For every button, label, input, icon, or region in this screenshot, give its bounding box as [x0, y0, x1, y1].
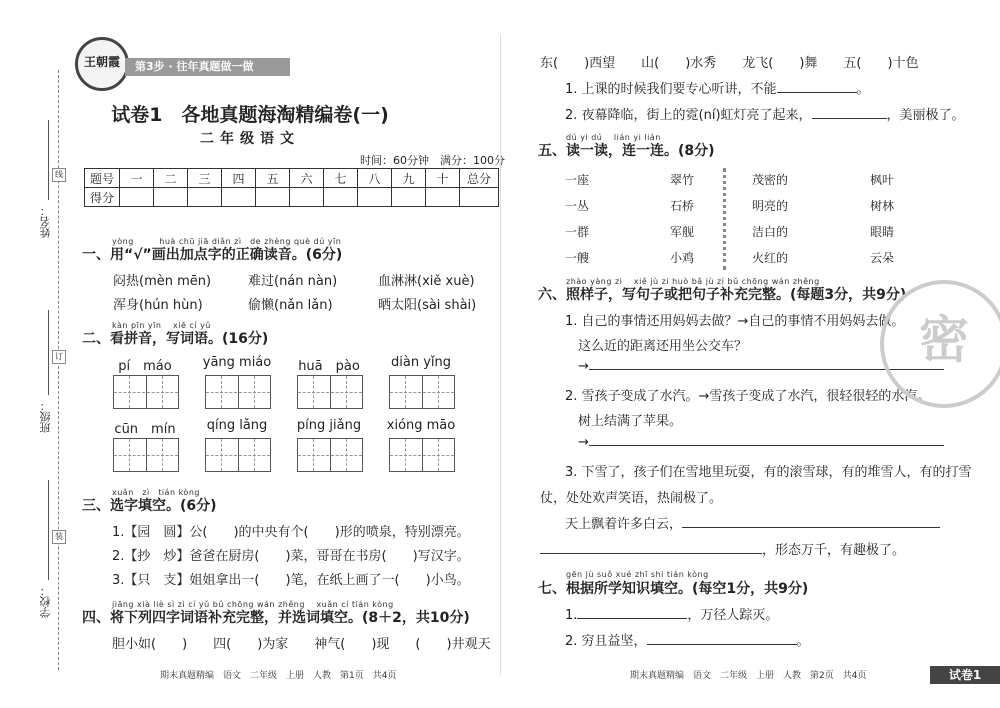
- q1-item[interactable]: 晒太阳(sài shài): [378, 298, 477, 313]
- match-item[interactable]: 洁白的: [752, 225, 789, 239]
- score-cell: 七: [324, 169, 358, 188]
- tian-grid[interactable]: [113, 438, 179, 472]
- class-label: 班级：: [39, 400, 52, 433]
- score-table-header-row: [85, 169, 499, 188]
- score-cell: 五: [256, 169, 290, 188]
- match-item[interactable]: 枫叶: [870, 173, 895, 187]
- score-blank[interactable]: [460, 188, 499, 207]
- q1-item[interactable]: 浑身(hún hùn): [113, 298, 203, 313]
- pinyin-prompt: xióng māo: [386, 418, 456, 433]
- q4-pinyin: jiāng xià liè sì zì cí yǔ bǔ chōng wán zhěng xuǎn cí tián kòng: [112, 600, 394, 609]
- q1-heading: 一、用“√”画出加点字的正确读音。(6分): [82, 247, 343, 263]
- match-item[interactable]: 火红的: [752, 251, 789, 265]
- binding-mark: 装: [52, 530, 66, 544]
- match-item[interactable]: 一群: [565, 225, 590, 239]
- name-label: 姓名：: [39, 205, 52, 238]
- score-cell: 九: [392, 169, 426, 188]
- score-cell: 得分: [85, 188, 120, 207]
- class-underline: [48, 310, 49, 395]
- tian-grid[interactable]: [389, 375, 455, 409]
- score-blank[interactable]: [426, 188, 460, 207]
- q4-sentence-2-text: 2. 夜幕降临，街上的霓(ní)虹灯亮了起来，: [565, 108, 812, 123]
- match-item[interactable]: 云朵: [870, 251, 895, 265]
- q4-sentence-2-end: ，美丽极了。: [886, 108, 965, 123]
- match-item[interactable]: 一座: [565, 173, 590, 187]
- q3-line[interactable]: 2.【抄 炒】爸爸在厨房( )菜，哥哥在书房( )写汉字。: [112, 549, 470, 564]
- match-column-3: [752, 167, 788, 271]
- arrow-icon: →: [578, 435, 589, 450]
- match-column-2: [670, 167, 694, 271]
- answer-blank[interactable]: [540, 541, 762, 554]
- q7-item-2-text: 2. 穷且益坚，: [565, 634, 647, 649]
- q3-line[interactable]: 3.【只 支】姐姐拿出一( )笔，在纸上画了一( )小鸟。: [112, 573, 470, 588]
- score-cell: 题号: [85, 169, 120, 188]
- tian-grid[interactable]: [297, 438, 363, 472]
- score-blank[interactable]: [324, 188, 358, 207]
- score-blank[interactable]: [154, 188, 188, 207]
- binding-mark: 订: [52, 350, 66, 364]
- q6-prompt-3-end: ，形态万千，有趣极了。: [762, 543, 906, 558]
- answer-blank[interactable]: [777, 80, 857, 93]
- match-item[interactable]: 石桥: [670, 199, 695, 213]
- q7-item-1[interactable]: [565, 604, 778, 623]
- score-cell: 三: [188, 169, 222, 188]
- q6-example-3-cont: 仗，处处欢声笑语，热闹极了。: [540, 491, 723, 506]
- pinyin-prompt: diàn yǐng: [391, 355, 451, 370]
- q6-heading: 六、照样子，写句子或把句子补充完整。(每题3分，共9分): [538, 287, 907, 303]
- pinyin-prompt: píng jiǎng: [296, 418, 362, 433]
- q6-pinyin: zhào yàng zi xiě jù zi huò bǎ jù zi bǔ chōng wán zhěng: [566, 277, 820, 286]
- score-blank[interactable]: [120, 188, 154, 207]
- q2-heading: 二、看拼音，写词语。(16分): [82, 331, 269, 347]
- score-cell: 四: [222, 169, 256, 188]
- score-table-score-row: [85, 188, 499, 207]
- time-score-info: 时间：60分钟 满分：100分: [360, 154, 505, 167]
- score-blank[interactable]: [222, 188, 256, 207]
- paper-title: 试卷1 各地真题海淘精编卷(一): [111, 104, 389, 126]
- score-cell: 八: [358, 169, 392, 188]
- answer-blank[interactable]: [647, 632, 797, 645]
- tian-grid[interactable]: [113, 375, 179, 409]
- q6-example-2: 2. 雪孩子变成了水汽。→雪孩子变成了水汽，很轻很轻的水汽。: [565, 389, 931, 404]
- brand-logo: 王朝霞: [75, 37, 129, 91]
- q7-item-1-text: ，万径人踪灭。: [687, 608, 779, 623]
- match-item[interactable]: 一艘: [565, 251, 590, 265]
- tian-grid[interactable]: [389, 438, 455, 472]
- q1-item[interactable]: 闷热(mèn mēn): [113, 274, 212, 289]
- q1-pinyin: yòng huà chū jiā diǎn zì de zhèng què dú yīn: [112, 237, 342, 246]
- match-item[interactable]: 茂密的: [752, 173, 789, 187]
- match-item[interactable]: 一丛: [565, 199, 590, 213]
- q6-example-3: 3. 下雪了，孩子们在雪地里玩耍，有的滚雪球，有的堆雪人，有的打雪: [565, 465, 972, 480]
- match-column-1: [565, 167, 589, 271]
- tian-grid[interactable]: [205, 375, 271, 409]
- q7-pinyin: gēn jù suǒ xué zhī shi tián kòng: [566, 570, 709, 579]
- q6-example-1: 1. 自己的事情还用妈妈去做？→自己的事情不用妈妈去做。: [565, 314, 905, 329]
- score-cell: 六: [290, 169, 324, 188]
- match-column-4: [870, 167, 894, 271]
- tian-grid[interactable]: [297, 375, 363, 409]
- q1-item[interactable]: 难过(nán nàn): [248, 274, 338, 289]
- cut-line: [58, 70, 59, 670]
- school-underline: [48, 480, 49, 580]
- q6-answer-2[interactable]: [578, 433, 944, 450]
- answer-blank[interactable]: [682, 515, 940, 528]
- answer-blank[interactable]: [577, 606, 687, 619]
- q7-item-2-end: 。: [796, 634, 810, 649]
- q4-heading: 四、将下列四字词语补充完整，并选词填空。(8＋2，共10分): [82, 610, 470, 626]
- q3-pinyin: xuǎn zì tián kòng: [112, 488, 200, 497]
- match-item[interactable]: 树林: [870, 199, 895, 213]
- score-blank[interactable]: [358, 188, 392, 207]
- footer-left: 期末真题精编 语文 二年级 上册 人教 第1页 共4页: [160, 671, 397, 681]
- school-label: 学校：: [39, 585, 52, 618]
- q6-prompt-3-text: 天上飘着许多白云，: [565, 517, 683, 532]
- score-blank[interactable]: [256, 188, 290, 207]
- q5-pinyin: dú yi dú lián yi lián: [566, 133, 661, 142]
- score-cell: 十: [426, 169, 460, 188]
- q3-line[interactable]: 1.【园 圆】公( )的中央有个( )形的喷泉，特别漂亮。: [112, 525, 470, 540]
- q5-heading: 五、读一读，连一连。(8分): [538, 143, 715, 159]
- paper-tag: 试卷1: [930, 666, 1000, 684]
- score-blank[interactable]: [392, 188, 426, 207]
- q4-line-continued[interactable]: 东( )西望 山( )水秀 龙飞( )舞 五( )十色: [540, 56, 919, 71]
- footer-right: 期末真题精编 语文 二年级 上册 人教 第2页 共4页: [630, 671, 867, 681]
- match-item[interactable]: 眼睛: [870, 225, 895, 239]
- answer-blank[interactable]: [812, 106, 887, 119]
- q6-prompt-2: 树上结满了苹果。: [578, 414, 683, 429]
- score-table: [84, 168, 499, 207]
- watermark-seal: 密: [880, 280, 1000, 408]
- q4-sentence-1[interactable]: 1. 上课的时候我们要专心听讲，不能 。: [565, 82, 870, 97]
- binding-mark: 线: [52, 168, 66, 182]
- score-blank[interactable]: [290, 188, 324, 207]
- q2-pinyin: kàn pīn yīn xiě cí yǔ: [112, 321, 211, 330]
- step-banner: 第3步 · 往年真题做一做: [125, 58, 290, 76]
- match-item[interactable]: 军舰: [670, 225, 695, 239]
- q6-prompt-3[interactable]: [565, 513, 940, 532]
- tian-grid[interactable]: [205, 438, 271, 472]
- score-cell: 一: [120, 169, 154, 188]
- paper-subtitle: 二年级语文: [200, 131, 300, 147]
- q7-item-1-num: 1.: [565, 608, 578, 623]
- match-item[interactable]: 翠竹: [670, 173, 695, 187]
- q3-heading: 三、选字填空。(6分): [82, 498, 217, 514]
- q1-item[interactable]: 偷懒(nǎn lǎn): [248, 298, 333, 313]
- pinyin-prompt: huā pào: [298, 359, 360, 374]
- pinyin-prompt: yāng miáo: [202, 355, 272, 370]
- q4-line[interactable]: 胆小如( ) 四( )为家 神气( )现 ( )井观天: [112, 637, 491, 652]
- q7-heading: 七、根据所学知识填空。(每空1分，共9分): [538, 581, 809, 597]
- score-cell: 总分: [460, 169, 499, 188]
- q4-sentence-2[interactable]: [565, 104, 965, 123]
- pinyin-prompt: pí máo: [118, 359, 172, 374]
- score-blank[interactable]: [188, 188, 222, 207]
- q1-item[interactable]: 血淋淋(xiě xuè): [378, 274, 475, 289]
- match-item[interactable]: 小鸡: [670, 251, 695, 265]
- score-cell: 二: [154, 169, 188, 188]
- page-divider: [500, 35, 501, 675]
- pinyin-prompt: cūn mín: [114, 422, 176, 437]
- answer-blank[interactable]: [589, 433, 944, 446]
- match-item[interactable]: 明亮的: [752, 199, 789, 213]
- q7-item-2[interactable]: [565, 630, 810, 649]
- arrow-icon: →: [578, 359, 589, 374]
- match-separator: [723, 168, 726, 270]
- q6-answer-3[interactable]: [540, 539, 905, 558]
- pinyin-prompt: qíng lǎng: [206, 418, 268, 433]
- q6-prompt-1: 这么近的距离还用坐公交车？: [578, 339, 748, 354]
- q4-sentence-1-text: 1. 上课的时候我们要专心听讲，不能: [565, 82, 777, 97]
